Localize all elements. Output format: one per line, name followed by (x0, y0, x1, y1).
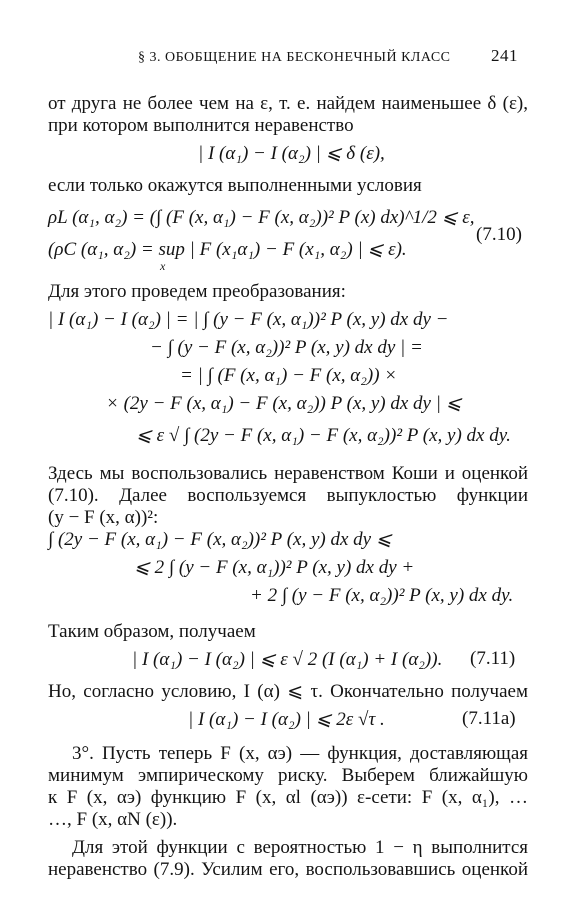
sup-subscript: x (160, 259, 166, 273)
equation-7-11a: | I (α₁) − I (α₂) | ⩽ 2ε √τ . (188, 709, 385, 730)
equation-7-10-line-1: ρL (α₁, α₂) = (∫ (F (x, α₁) − F (x, α₂))² P (x) dx)^1/2 ⩽ ε, (48, 207, 475, 228)
page-number: 241 (491, 46, 518, 65)
equation-7-11: | I (α₁) − I (α₂) | ⩽ ε √ 2 (I (α₁) + I (α₂)). (132, 649, 443, 670)
paragraph-line: минимум эмпирическому риску. Выберем ближайшую (48, 765, 528, 786)
paragraph-line: Здесь мы воспользовались неравенством Коши и оценкой (48, 463, 528, 484)
running-title: § 3. ОБОБЩЕНИЕ НА БЕСКОНЕЧНЫЙ КЛАСС (138, 50, 451, 65)
transform-line-5: ⩽ ε √ ∫ (2y − F (x, α₁) − F (x, α₂))² P (x, y) dx dy. (136, 425, 511, 446)
transform-line-2: − ∫ (y − F (x, α₂))² P (x, y) dx dy | = (150, 337, 423, 358)
paragraph-line: неравенство (7.9). Усилим его, воспользовавшись оценкой (48, 859, 528, 880)
equation-delta: | I (α₁) − I (α₂) | ⩽ δ (ε), (198, 143, 385, 164)
paragraph-line: от друга не более чем на ε, т. е. найдем наименьшее δ (ε), (48, 93, 528, 114)
running-header (138, 46, 518, 70)
equation-number: (7.10) (476, 224, 522, 245)
convexity-line-3: + 2 ∫ (y − F (x, α₂))² P (x, y) dx dy. (250, 585, 514, 606)
transform-line-3: = | ∫ (F (x, α₁) − F (x, α₂)) × (180, 365, 398, 386)
equation-number: (7.11a) (462, 708, 516, 729)
paragraph-line: 3°. Пусть теперь F (x, αэ) — функция, доставляющая (72, 743, 528, 764)
paragraph-line: при котором выполнится неравенство (48, 115, 354, 136)
paragraph-line: если только окажутся выполненными условия (48, 175, 422, 196)
paragraph-line: (y − F (x, α))²: (48, 507, 159, 528)
paragraph-line: Для этого проведем преобразования: (48, 281, 346, 302)
transform-line-1: | I (α₁) − I (α₂) | = | ∫ (y − F (x, α₁))² P (x, y) dx dy − (48, 309, 449, 330)
convexity-line-1: ∫ (2y − F (x, α₁) − F (x, α₂))² P (x, y) dx dy ⩽ (48, 529, 392, 550)
equation-number: (7.11) (470, 648, 516, 669)
paragraph-line: Таким образом, получаем (48, 621, 256, 642)
convexity-line-2: ⩽ 2 ∫ (y − F (x, α₁))² P (x, y) dx dy + (134, 557, 415, 578)
paragraph-line: Для этой функции с вероятностью 1 − η выполнится (72, 837, 528, 858)
transform-line-4: × (2y − F (x, α₁) − F (x, α₂)) P (x, y) dx dy | ⩽ (106, 393, 462, 414)
equation-7-10-line-2: (ρC (α₁, α₂) = sup | F (x₁α₁) − F (x₁, α₂) | ⩽ ε). (48, 239, 407, 260)
paragraph-line: к F (x, αэ) функцию F (x, αl (αэ)) ε-сети: F (x, α₁), … (48, 787, 528, 808)
paragraph-line: Но, согласно условию, I (α) ⩽ τ. Окончательно получаем (48, 681, 528, 702)
paragraph-line: (7.10). Далее воспользуемся выпуклостью функции (48, 485, 528, 506)
paragraph-line: …, F (x, αN (ε)). (48, 809, 178, 830)
